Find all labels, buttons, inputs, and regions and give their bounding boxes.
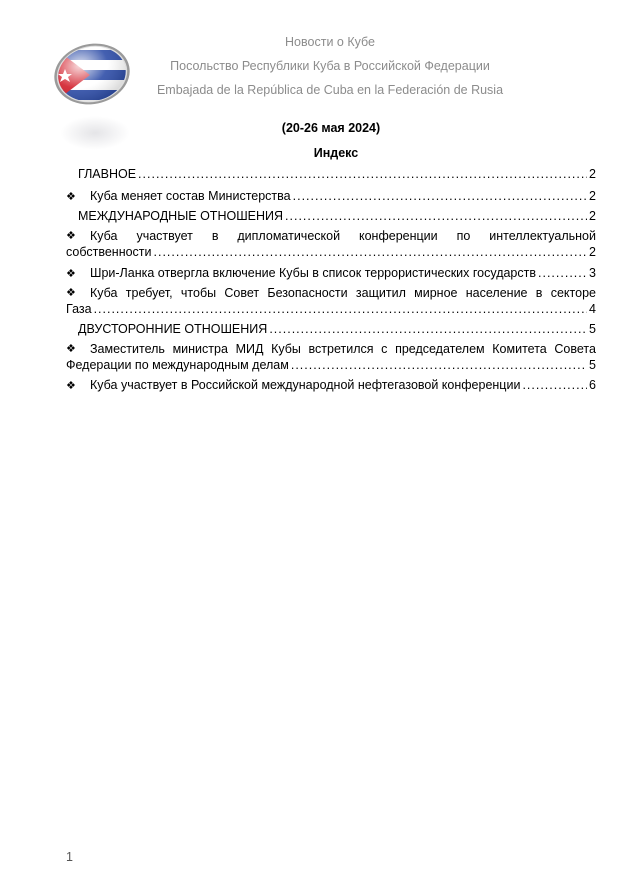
- toc-page: 4: [589, 302, 596, 316]
- toc-word: по: [456, 229, 471, 243]
- date-range: (20-26 мая 2024): [281, 121, 381, 135]
- toc-label: Куба участвует в Российской международной нефтегазовой конференции: [90, 378, 521, 392]
- toc-word: председателем: [395, 342, 485, 356]
- bullet-icon: ❖: [66, 343, 76, 355]
- toc-word: участвует: [136, 229, 193, 243]
- toc-word: интеллектуальной: [489, 229, 596, 243]
- toc-word: встретился: [308, 342, 374, 356]
- toc-page: 2: [589, 189, 596, 203]
- toc-leader: [285, 208, 587, 224]
- toc-label-words: [90, 285, 596, 301]
- header-embassy-es: Embajada de la República de Cuba en la Federación de Rusia: [156, 83, 504, 97]
- toc-leader: [138, 166, 587, 182]
- toc-word: Кубы: [271, 342, 301, 356]
- toc-leader: [154, 244, 588, 260]
- toc-word: в: [211, 229, 219, 243]
- toc-word: Куба: [90, 229, 118, 243]
- toc-word: конференции: [359, 229, 438, 243]
- toc-item-line1[interactable]: [66, 228, 596, 244]
- toc-label: собственности: [66, 245, 152, 259]
- toc-leader: [269, 321, 587, 337]
- bullet-icon: ❖: [66, 268, 76, 280]
- toc-leader: [94, 301, 587, 317]
- toc-label: ДВУСТОРОННИЕ ОТНОШЕНИЯ: [78, 322, 268, 336]
- toc-label-words: [90, 341, 596, 357]
- toc-word: Совет: [224, 286, 260, 300]
- toc-item-line2[interactable]: [66, 357, 596, 373]
- toc-word: защитил: [355, 286, 406, 300]
- toc-page: 5: [589, 322, 596, 336]
- toc-leader: [538, 265, 587, 281]
- toc-section-international[interactable]: [66, 208, 596, 224]
- toc-page: 5: [589, 358, 596, 372]
- toc-item[interactable]: [66, 265, 596, 281]
- toc-label: Газа: [66, 302, 92, 316]
- toc-label-words: [90, 228, 596, 244]
- toc-item-line2[interactable]: [66, 244, 596, 260]
- toc-page: 2: [589, 245, 596, 259]
- bullet-icon: ❖: [66, 191, 76, 203]
- toc-word: требует,: [125, 286, 173, 300]
- toc-label: МЕЖДУНАРОДНЫЕ ОТНОШЕНИЯ: [78, 209, 284, 223]
- header-embassy-ru: Посольство Республики Куба в Российской Федерации: [170, 59, 490, 73]
- toc-word: Комитета: [492, 342, 547, 356]
- bullet-icon: ❖: [66, 380, 76, 392]
- toc-label: Куба меняет состав Министерства: [90, 189, 291, 203]
- toc-item-line2[interactable]: [66, 301, 596, 317]
- toc-word: чтобы: [180, 286, 217, 300]
- toc-word: дипломатической: [237, 229, 341, 243]
- toc-word: мирное: [414, 286, 458, 300]
- toc-word: министра: [172, 342, 228, 356]
- toc-label: Шри-Ланка отвергла включение Кубы в список террористических государств: [90, 266, 537, 280]
- toc-label: ГЛАВНОЕ: [78, 167, 137, 181]
- toc-page: 2: [589, 209, 596, 223]
- toc-label: Федерации по международным делам: [66, 358, 289, 372]
- toc-word: Куба: [90, 286, 118, 300]
- toc-leader: [293, 188, 587, 204]
- bullet-icon: ❖: [66, 287, 76, 299]
- index-title: Индекс: [313, 146, 359, 160]
- toc-word: Заместитель: [90, 342, 165, 356]
- page-number: 1: [66, 850, 73, 864]
- toc-word: население: [465, 286, 528, 300]
- toc-page: 2: [589, 167, 596, 181]
- toc-item[interactable]: [66, 188, 596, 204]
- toc-leader: [291, 357, 587, 373]
- toc-word: МИД: [235, 342, 264, 356]
- toc-word: Безопасности: [267, 286, 348, 300]
- toc-word: секторе: [550, 286, 596, 300]
- toc-section-bilateral[interactable]: [66, 321, 596, 337]
- toc-page: 3: [589, 266, 596, 280]
- toc-word: с: [381, 342, 388, 356]
- toc-word: в: [535, 286, 543, 300]
- toc-word: Совета: [554, 342, 596, 356]
- toc-page: 6: [589, 378, 596, 392]
- toc-item-line1[interactable]: [66, 285, 596, 301]
- toc-section-main[interactable]: [66, 166, 596, 182]
- toc-item[interactable]: [66, 377, 596, 393]
- header-title: Новости о Кубе: [285, 35, 375, 49]
- bullet-icon: ❖: [66, 230, 76, 242]
- toc-leader: [522, 377, 587, 393]
- toc-item-line1[interactable]: [66, 341, 596, 357]
